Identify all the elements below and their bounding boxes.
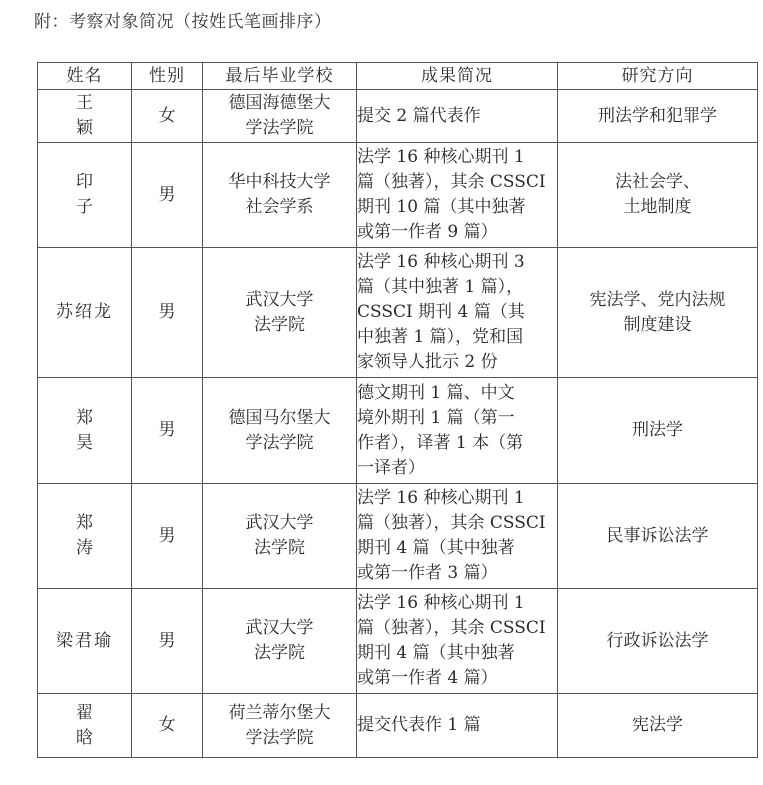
field-line: 宪法学 bbox=[632, 715, 683, 735]
results-line: 篇（其中独著 1 篇）， bbox=[357, 277, 524, 297]
cell-school bbox=[203, 143, 357, 248]
cell-results bbox=[357, 248, 558, 378]
field-line: 土地制度 bbox=[623, 197, 692, 217]
cell-results bbox=[357, 378, 558, 484]
results-line: 一译者） bbox=[357, 457, 425, 478]
cell-results bbox=[357, 694, 558, 758]
table-header-row bbox=[38, 63, 758, 90]
field-line: 宪法学、党内法规 bbox=[589, 289, 726, 310]
cell-name: 苏绍龙 bbox=[38, 248, 132, 378]
cell-results bbox=[357, 90, 558, 143]
school-line: 学法学院 bbox=[245, 727, 314, 748]
table-row bbox=[38, 143, 758, 248]
school-line: 德国马尔堡大 bbox=[228, 407, 331, 428]
results-line: 或第一作者 9 篇） bbox=[357, 222, 498, 242]
table-row bbox=[38, 484, 758, 589]
table-row bbox=[38, 378, 758, 484]
results-line: 德文期刊 1 篇、中文 bbox=[357, 382, 515, 403]
table-row bbox=[38, 694, 758, 758]
cell-results bbox=[357, 484, 558, 589]
results-line: 期刊 4 篇（其中独著 bbox=[357, 643, 515, 663]
cell-gender: 男 bbox=[132, 143, 203, 248]
cell-field bbox=[558, 378, 758, 484]
field-line: 法社会学、 bbox=[615, 172, 700, 192]
document-title: 附：考察对象简况（按姓氏笔画排序） bbox=[34, 12, 332, 32]
results-line: 期刊 10 篇（其中独著 bbox=[357, 197, 526, 217]
results-line: 篇（独著），其余 CSSCI bbox=[357, 513, 546, 533]
results-line: CSSCI 期刊 4 篇（其 bbox=[357, 302, 525, 322]
school-line: 法学院 bbox=[254, 643, 305, 663]
header-field: 研究方向 bbox=[558, 63, 758, 90]
cell-name: 翟 晗 bbox=[38, 694, 132, 758]
header-results: 成果简况 bbox=[357, 63, 558, 90]
cell-name: 王 颖 bbox=[38, 90, 132, 143]
candidate-table bbox=[37, 62, 758, 758]
cell-gender: 男 bbox=[132, 484, 203, 589]
cell-field bbox=[558, 694, 758, 758]
cell-school bbox=[203, 484, 357, 589]
field-line: 民事诉讼法学 bbox=[606, 525, 709, 546]
cell-name: 郑 涛 bbox=[38, 484, 132, 589]
header-name: 姓名 bbox=[38, 63, 132, 90]
cell-field bbox=[558, 90, 758, 143]
field-line: 刑法学和犯罪学 bbox=[598, 105, 717, 126]
cell-school bbox=[203, 248, 357, 378]
cell-name: 梁君瑜 bbox=[38, 589, 132, 694]
field-line: 行政诉讼法学 bbox=[606, 630, 709, 651]
results-line: 提交代表作 1 篇 bbox=[357, 715, 481, 735]
results-line: 法学 16 种核心期刊 1 bbox=[357, 488, 525, 508]
school-line: 武汉大学 bbox=[245, 618, 314, 638]
results-line: 法学 16 种核心期刊 3 bbox=[357, 252, 525, 272]
cell-gender: 女 bbox=[132, 694, 203, 758]
school-line: 武汉大学 bbox=[245, 513, 314, 533]
cell-gender: 男 bbox=[132, 248, 203, 378]
field-line: 刑法学 bbox=[632, 420, 683, 440]
table-row bbox=[38, 90, 758, 143]
results-line: 篇（独著），其余 CSSCI bbox=[357, 618, 546, 638]
cell-gender: 男 bbox=[132, 378, 203, 484]
field-line: 制度建设 bbox=[623, 314, 692, 335]
cell-field bbox=[558, 248, 758, 378]
results-line: 中独著 1 篇），党和国 bbox=[357, 327, 524, 347]
header-school: 最后毕业学校 bbox=[203, 63, 357, 90]
results-line: 法学 16 种核心期刊 1 bbox=[357, 593, 525, 613]
header-gender: 性别 bbox=[132, 63, 203, 90]
results-line: 期刊 4 篇（其中独著 bbox=[357, 538, 515, 558]
cell-school bbox=[203, 378, 357, 484]
cell-school bbox=[203, 589, 357, 694]
cell-name: 印 子 bbox=[38, 143, 132, 248]
table-row bbox=[38, 589, 758, 694]
cell-field bbox=[558, 484, 758, 589]
cell-school bbox=[203, 694, 357, 758]
school-line: 荷兰蒂尔堡大 bbox=[228, 702, 331, 723]
school-line: 德国海德堡大 bbox=[228, 93, 331, 113]
results-line: 或第一作者 3 篇） bbox=[357, 563, 498, 583]
cell-field bbox=[558, 143, 758, 248]
results-line: 家领导人批示 2 份 bbox=[357, 352, 498, 372]
school-line: 华中科技大学 bbox=[228, 172, 331, 192]
school-line: 社会学系 bbox=[245, 197, 314, 217]
results-line: 境外期刊 1 篇（第一 bbox=[357, 407, 515, 428]
cell-school bbox=[203, 90, 357, 143]
results-line: 法学 16 种核心期刊 1 bbox=[357, 147, 525, 167]
school-line: 法学院 bbox=[254, 314, 305, 335]
table-row bbox=[38, 248, 758, 378]
cell-results bbox=[357, 589, 558, 694]
results-line: 篇（独著），其余 CSSCI bbox=[357, 172, 546, 192]
school-line: 法学院 bbox=[254, 538, 305, 558]
school-line: 学法学院 bbox=[245, 118, 314, 138]
school-line: 武汉大学 bbox=[245, 289, 314, 310]
results-line: 提交 2 篇代表作 bbox=[357, 105, 481, 126]
cell-field bbox=[558, 589, 758, 694]
school-line: 学法学院 bbox=[245, 432, 314, 453]
cell-results bbox=[357, 143, 558, 248]
cell-name: 郑 昊 bbox=[38, 378, 132, 484]
results-line: 或第一作者 4 篇） bbox=[357, 668, 498, 688]
cell-gender: 女 bbox=[132, 90, 203, 143]
cell-gender: 男 bbox=[132, 589, 203, 694]
results-line: 作者），译著 1 本（第 bbox=[357, 432, 524, 453]
